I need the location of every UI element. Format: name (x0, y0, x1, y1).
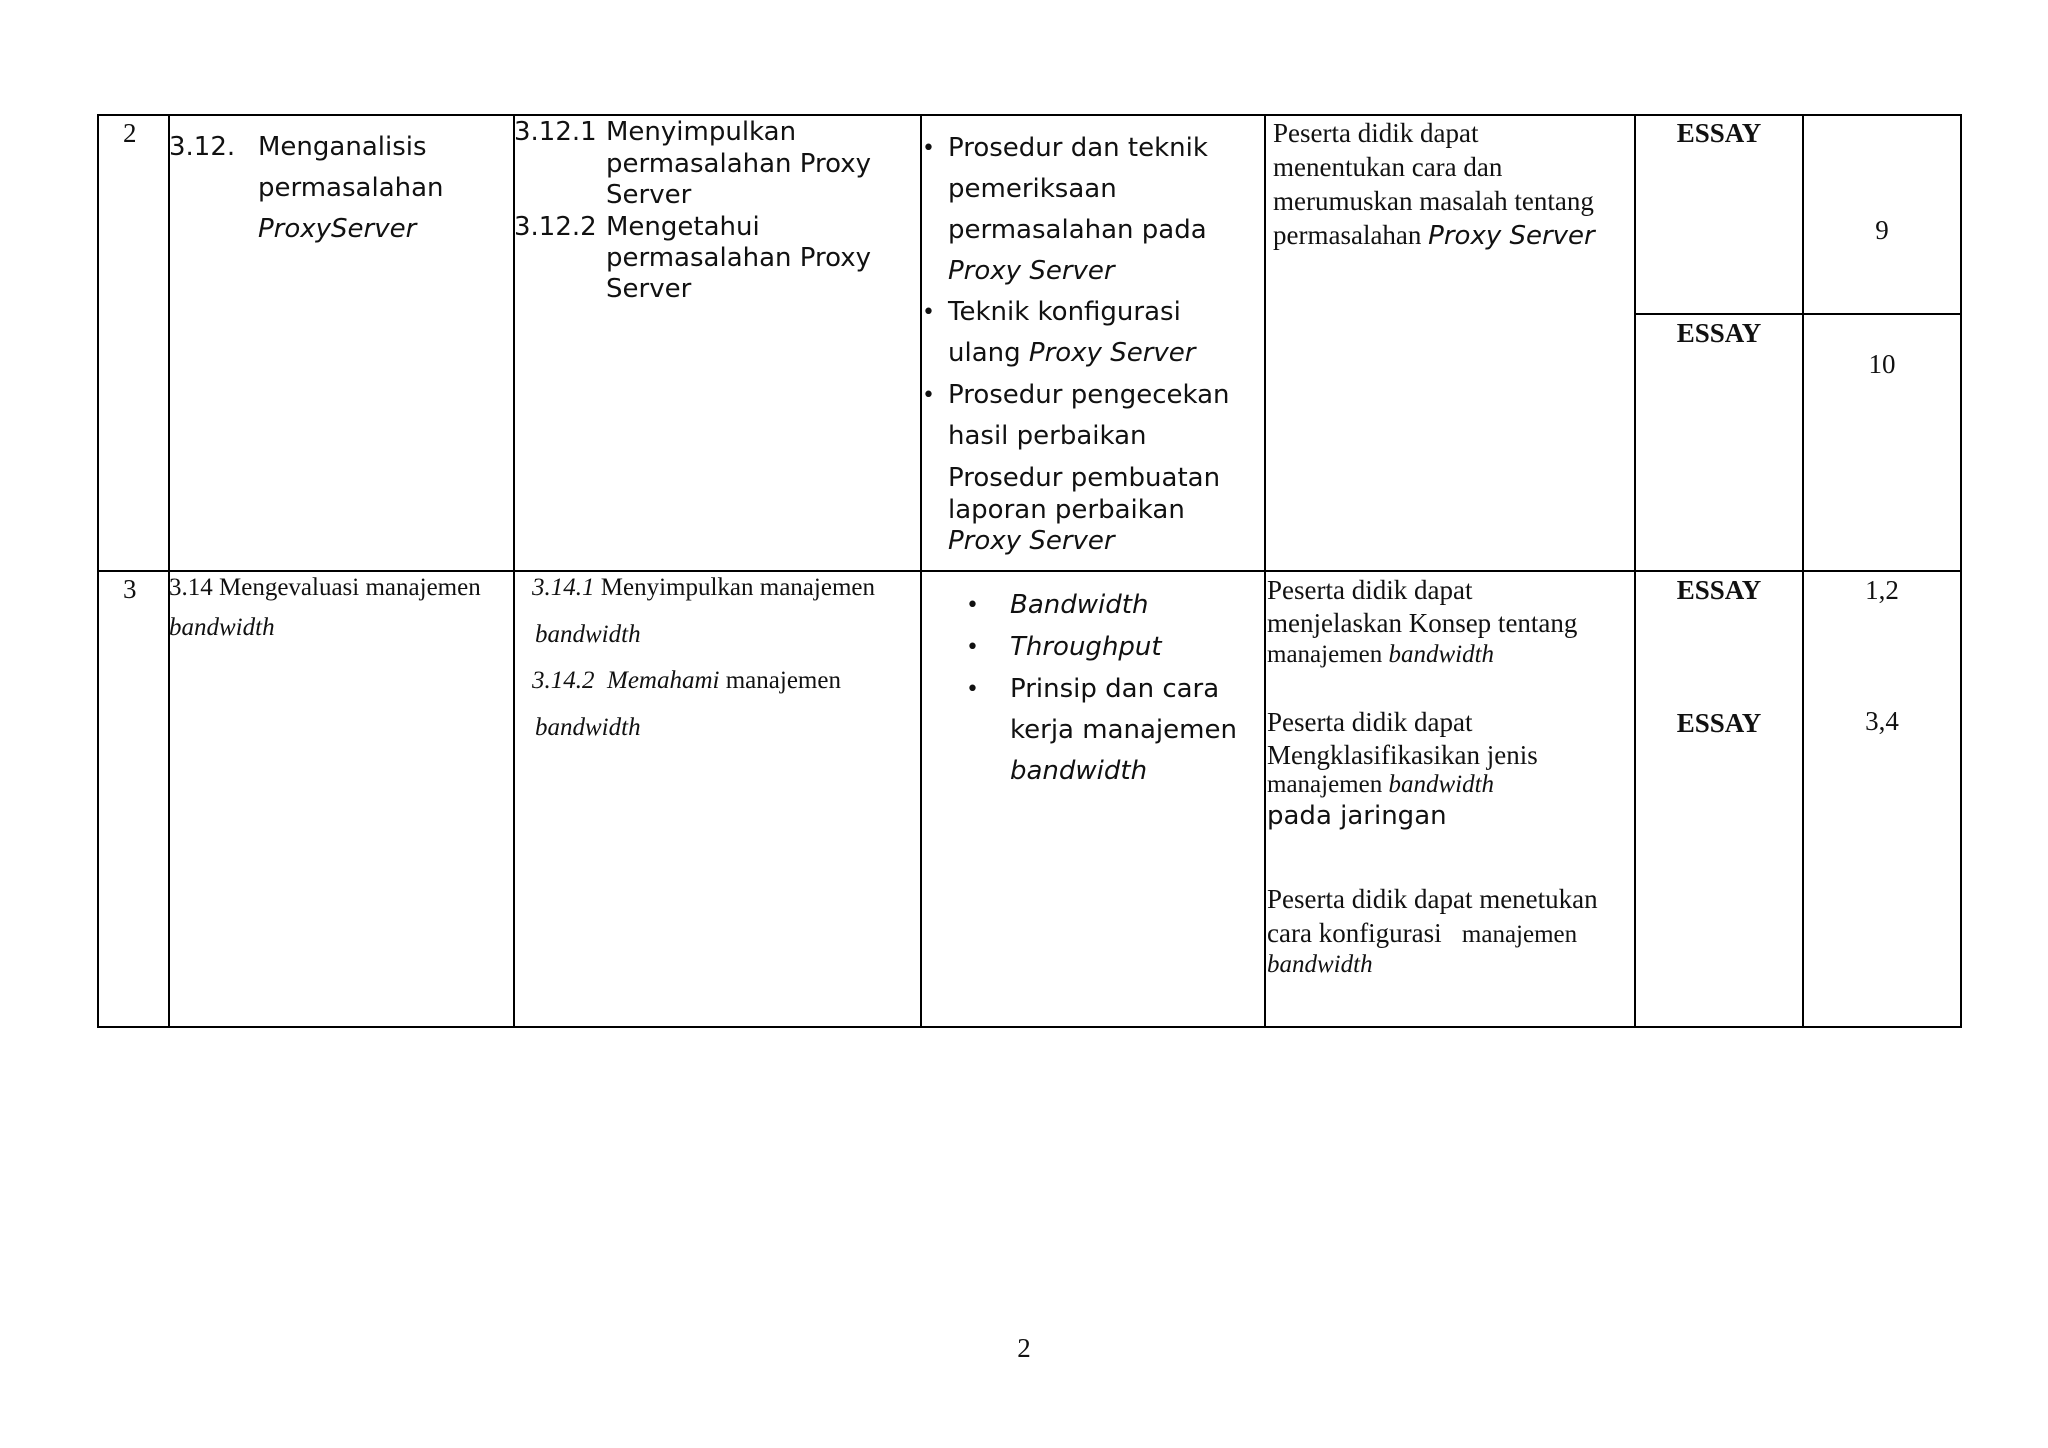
indikator-soal-text: manajemen (1267, 641, 1389, 668)
materi-line: Proxy Server (948, 526, 1115, 556)
bentuk-soal: ESSAY (1676, 318, 1762, 348)
bullet-icon: • (922, 300, 935, 325)
indikator-soal-italic: bandwidth (1388, 641, 1495, 668)
indicator-number: 3.14.1 (532, 574, 595, 601)
indicator-text-line: permasalahan Proxy (606, 149, 872, 179)
bullet-icon: • (922, 136, 935, 161)
kd-text: Mengevaluasi manajemen (219, 574, 481, 601)
nomor-soal: 10 (1868, 349, 1896, 379)
bullet-icon: • (966, 593, 979, 618)
indikator-soal-line: Peserta didik dapat (1267, 707, 1473, 737)
bentuk-soal: ESSAY (1676, 708, 1762, 738)
materi-line: hasil perbaikan (948, 421, 1147, 451)
indikator-soal-line (1267, 640, 1494, 670)
row-divider-essay (1635, 313, 1962, 315)
row-number: 2 (123, 118, 137, 148)
materi-line: Proxy Server (948, 256, 1115, 286)
indikator-soal-line: merumuskan masalah tentang (1273, 186, 1594, 216)
indikator-soal-line: Peserta didik dapat (1267, 575, 1473, 605)
indicator-text-line: Server (606, 180, 692, 210)
indicator-number: 3.14.2 (532, 667, 595, 694)
table-border-left (97, 114, 99, 1028)
column-divider-6 (1802, 114, 1804, 1028)
indicator-text: manajemen (725, 667, 841, 694)
bentuk-soal: ESSAY (1676, 575, 1762, 605)
row-divider (97, 570, 1962, 572)
indicator-number: 3.12.2 (514, 212, 597, 242)
indicator-text-line: permasalahan Proxy (606, 243, 872, 273)
kd-number: 3.14 (169, 574, 213, 601)
kd-number: 3.12. (169, 132, 236, 162)
bullet-icon: • (966, 635, 979, 660)
indikator-soal-line: bandwidth (1267, 951, 1373, 978)
kd-text-line: Menganalisis (258, 132, 427, 162)
materi-line (948, 333, 1195, 374)
bullet-icon: • (922, 383, 935, 408)
nomor-soal: 3,4 (1865, 706, 1899, 736)
indikator-soal-italic: bandwidth (1388, 771, 1495, 798)
materi-line: Teknik konfigurasi (948, 297, 1181, 327)
indicator-line (532, 666, 841, 696)
nomor-soal: 9 (1875, 215, 1889, 245)
indikator-soal-text: cara konfigurasi (1267, 918, 1442, 948)
column-divider-5 (1634, 114, 1636, 1028)
indikator-soal-italic: Proxy Server (1428, 221, 1595, 251)
column-divider-1 (168, 114, 170, 1028)
materi-line: Bandwidth (1010, 590, 1149, 620)
indikator-soal-line (1267, 770, 1494, 800)
row-number: 3 (123, 574, 137, 604)
indikator-soal-text: permasalahan (1273, 220, 1429, 250)
materi-line: Throughput (1010, 632, 1162, 662)
table-border-right (1960, 114, 1962, 1028)
nomor-soal: 1,2 (1865, 575, 1899, 605)
indikator-soal-line (1267, 916, 1577, 950)
materi-text-italic: Proxy Server (1028, 338, 1196, 368)
indicator-text: Menyimpulkan manajemen (600, 574, 875, 601)
column-divider-3 (920, 114, 922, 1028)
indikator-soal-line: menjelaskan Konsep tentang (1267, 608, 1578, 638)
kd-text-line: ProxyServer (258, 214, 417, 244)
column-divider-4 (1264, 114, 1266, 1028)
indicator-text-line: Menyimpulkan (606, 117, 797, 147)
indicator-text-italic: Memahami (607, 667, 720, 694)
indikator-soal-line: menentukan cara dan (1273, 152, 1503, 182)
materi-text: ulang (948, 338, 1029, 368)
indikator-soal-text: manajemen (1267, 771, 1389, 798)
indicator-line (532, 573, 875, 603)
materi-line: permasalahan pada (948, 215, 1207, 245)
materi-line: pemeriksaan (948, 174, 1117, 204)
indicator-line: bandwidth (535, 621, 641, 648)
materi-line: Prosedur pengecekan (948, 380, 1230, 410)
materi-line: Prosedur pembuatan (948, 463, 1221, 493)
page-number: 2 (1017, 1333, 1031, 1363)
indicator-number: 3.12.1 (514, 117, 597, 147)
indikator-soal-line: Mengklasifikasikan jenis (1267, 740, 1538, 770)
kd-text-line: permasalahan (258, 173, 444, 203)
table-border-bottom (97, 1026, 1962, 1028)
indicator-text-line: Mengetahui (606, 212, 760, 242)
indicator-line: bandwidth (535, 714, 641, 741)
materi-line: bandwidth (1010, 756, 1148, 786)
indicator-text-line: Server (606, 274, 692, 304)
indikator-soal-line (1273, 218, 1595, 252)
materi-line: Prinsip dan cara (1010, 674, 1220, 704)
indikator-soal-line: pada jaringan (1267, 801, 1447, 831)
bullet-icon: • (966, 677, 979, 702)
indikator-soal-line: Peserta didik dapat (1273, 118, 1479, 148)
materi-line: kerja manajemen (1010, 715, 1237, 745)
materi-line: Prosedur dan teknik (948, 133, 1208, 163)
indikator-soal-text: manajemen (1461, 921, 1578, 948)
column-divider-2 (513, 114, 515, 1028)
kd-text-line (169, 573, 481, 603)
materi-line: laporan perbaikan (948, 495, 1185, 525)
bentuk-soal: ESSAY (1676, 118, 1762, 148)
indikator-soal-line: Peserta didik dapat menetukan (1267, 884, 1598, 914)
kd-text-line: bandwidth (169, 614, 275, 641)
